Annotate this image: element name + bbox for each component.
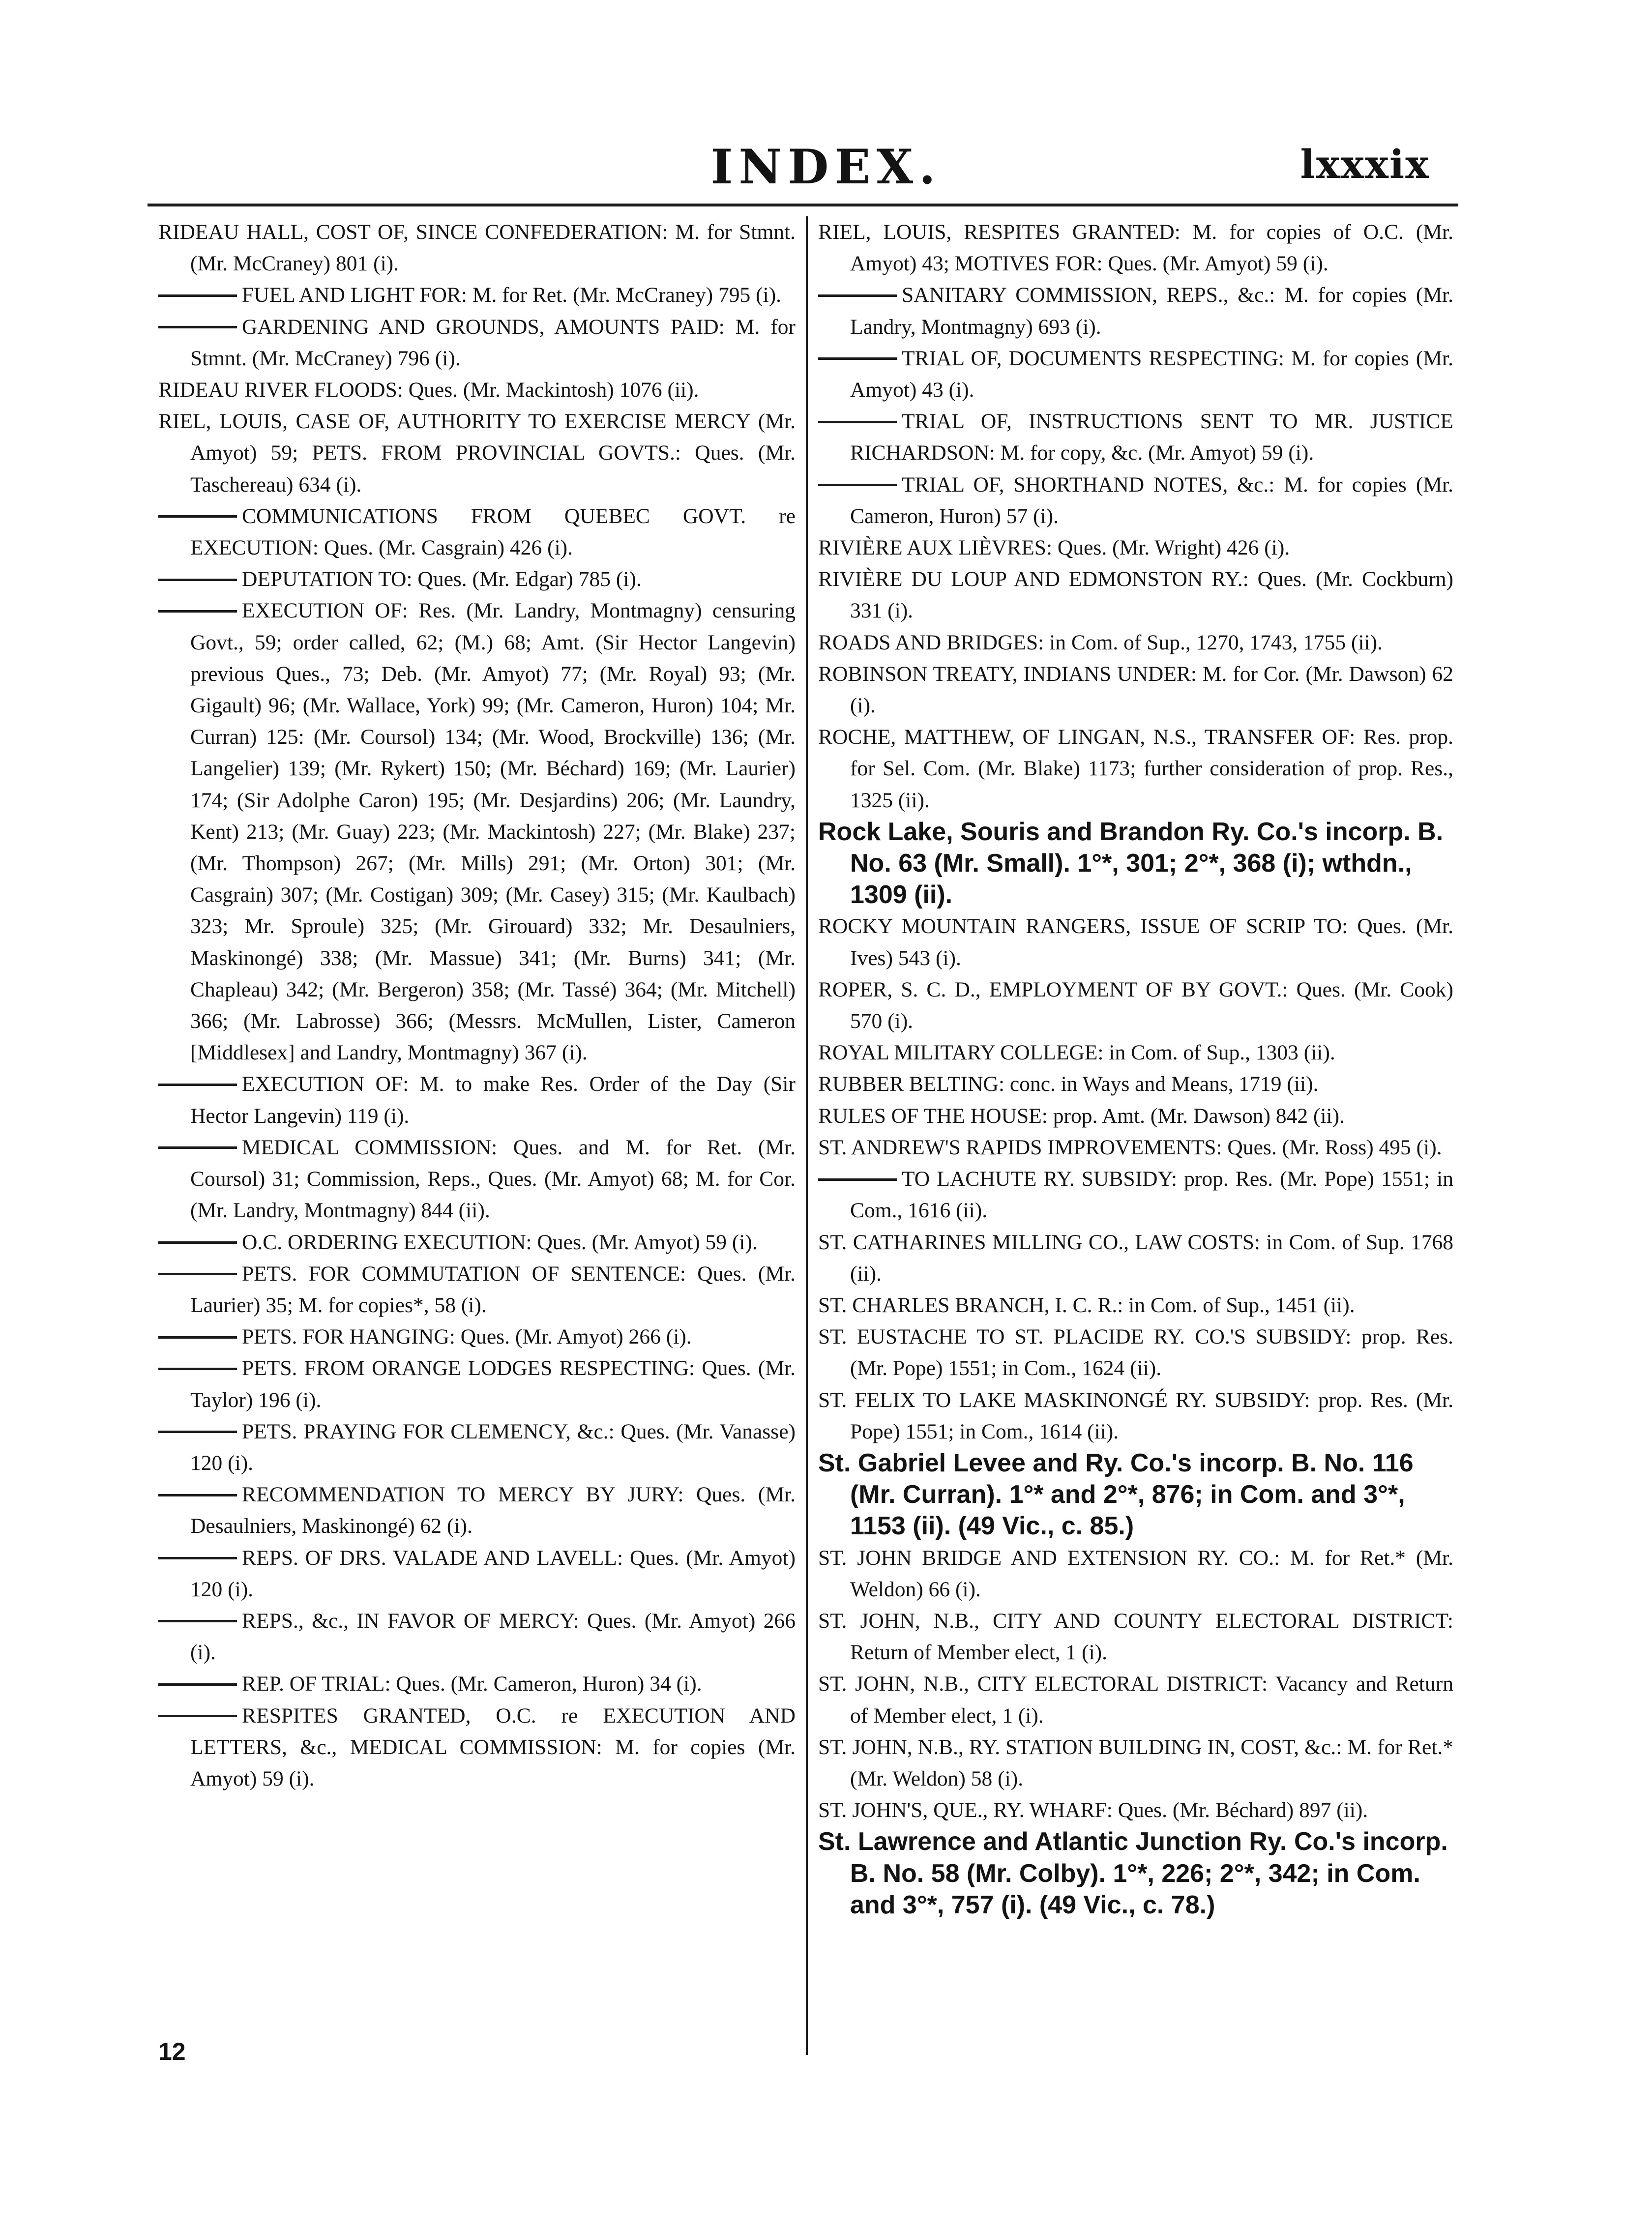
ditto-dash bbox=[158, 1146, 237, 1149]
entry-text: RIEL, LOUIS, RESPITES GRANTED: M. for copies of O.C. (Mr. Amyot) 43; MOTIVES FOR: Ques. (Mr. Amyot) 59 (i). bbox=[818, 220, 1453, 276]
entry-text: ST. FELIX TO LAKE MASKINONGÉ RY. SUBSIDY: prop. Res. (Mr. Pope) 1551; in Com., 1614 (ii). bbox=[818, 1388, 1453, 1443]
signature-mark: 12 bbox=[158, 2038, 186, 2065]
entry-text: PETS. PRAYING FOR CLEMENCY, &c.: Ques. (Mr. Vanasse) 120 (i). bbox=[190, 1419, 796, 1475]
index-entry bbox=[818, 1605, 1453, 1668]
ditto-dash bbox=[158, 294, 237, 297]
index-entry bbox=[158, 500, 796, 563]
entry-text: ST. CATHARINES MILLING CO., LAW COSTS: in Com. of Sup. 1768 (ii). bbox=[818, 1230, 1453, 1286]
entry-text: PETS. FOR COMMUTATION OF SENTENCE: Ques. (Mr. Laurier) 35; M. for copies*, 58 (i). bbox=[190, 1261, 796, 1317]
entry-text: TRIAL OF, DOCUMENTS RESPECTING: M. for copies (Mr. Amyot) 43 (i). bbox=[850, 346, 1453, 402]
ditto-dash bbox=[158, 1431, 237, 1433]
index-entry bbox=[818, 1163, 1453, 1226]
index-entry bbox=[158, 1668, 796, 1700]
entry-text: ROCHE, MATTHEW, OF LINGAN, N.S., TRANSFER OF: Res. prop. for Sel. Com. (Mr. Blake) 1173; further consideration of prop. Res., 1325 (ii). bbox=[818, 725, 1453, 812]
ditto-dash bbox=[158, 1620, 237, 1622]
ditto-dash bbox=[158, 1368, 237, 1370]
ditto-dash bbox=[158, 515, 237, 518]
entry-text: ST. JOHN, N.B., CITY ELECTORAL DISTRICT: Vacancy and Return of Member elect, 1 (i). bbox=[818, 1672, 1453, 1728]
index-entry bbox=[158, 1258, 796, 1321]
index-entry bbox=[818, 1542, 1453, 1605]
page-number: lxxxix bbox=[1300, 141, 1430, 187]
entry-text: EXECUTION OF: M. to make Res. Order of the Day (Sir Hector Langevin) 119 (i). bbox=[190, 1072, 796, 1128]
index-entry bbox=[818, 279, 1453, 342]
left-column bbox=[158, 216, 796, 1794]
entry-text: O.C. ORDERING EXECUTION: Ques. (Mr. Amyot) 59 (i). bbox=[242, 1230, 758, 1254]
ditto-dash bbox=[158, 579, 237, 581]
entry-text: PETS. FROM ORANGE LODGES RESPECTING: Ques. (Mr. Taylor) 196 (i). bbox=[190, 1356, 796, 1412]
entry-text: SANITARY COMMISSION, REPS., &c.: M. for copies (Mr. Landry, Montmagny) 693 (i). bbox=[850, 283, 1453, 339]
entry-text: RIDEAU RIVER FLOODS: Ques. (Mr. Mackintosh) 1076 (ii). bbox=[158, 378, 699, 402]
index-entry bbox=[818, 469, 1453, 532]
ditto-dash bbox=[158, 1241, 237, 1244]
entry-text: TRIAL OF, INSTRUCTIONS SENT TO MR. JUSTICE RICHARDSON: M. for copy, &c. (Mr. Amyot) 59 (i). bbox=[850, 410, 1453, 465]
entry-text: RUBBER BELTING: conc. in Ways and Means, 1719 (ii). bbox=[818, 1072, 1319, 1096]
entry-text: TRIAL OF, SHORTHAND NOTES, &c.: M. for copies (Mr. Cameron, Huron) 57 (i). bbox=[850, 472, 1453, 528]
index-entry bbox=[158, 1068, 796, 1131]
entry-text: ROCKY MOUNTAIN RANGERS, ISSUE OF SCRIP TO: Ques. (Mr. Ives) 543 (i). bbox=[818, 914, 1453, 970]
entry-text: REPS., &c., IN FAVOR OF MERCY: Ques. (Mr. Amyot) 266 (i). bbox=[190, 1609, 796, 1665]
index-entry bbox=[818, 1668, 1453, 1731]
ditto-dash bbox=[158, 1336, 237, 1339]
index-entry bbox=[158, 595, 796, 1068]
entry-text: RIVIÈRE AUX LIÈVRES: Ques. (Mr. Wright) 426 (i). bbox=[818, 536, 1290, 560]
ditto-dash bbox=[158, 1557, 237, 1559]
index-entry bbox=[158, 563, 796, 595]
index-entry bbox=[158, 1227, 796, 1258]
entry-text: RIVIÈRE DU LOUP AND EDMONSTON RY.: Ques. (Mr. Cockburn) 331 (i). bbox=[818, 567, 1453, 623]
index-entry bbox=[818, 1447, 1453, 1542]
index-entry bbox=[818, 1384, 1453, 1447]
entry-text: ROPER, S. C. D., EMPLOYMENT OF BY GOVT.: Ques. (Mr. Cook) 570 (i). bbox=[818, 977, 1453, 1033]
entry-text: EXECUTION OF: Res. (Mr. Landry, Montmagny) censuring Govt., 59; order called, 62; (M.) 68; Amt. (Sir Hector Langevin) previous Ques., 73; Deb. (Mr. Amyot) 77; (Mr. Royal) 93; (Mr. Gigault) 96; (Mr. Wallace, York) 99; (Mr. Cameron, Huron) 104; Mr. Curran) 125: (Mr. Coursol) 134; (Mr. Wood, Brockville) 136; (Mr. Langelier) 139; (Mr. Rykert) 150; (Mr. Béchard) 169; (Mr. Laurier) 174; (Sir Adolphe Caron) 195; (Mr. Desjardins) 206; (Mr. Laundry, Kent) 213; (Mr. Guay) 223; (Mr. Mackintosh) 227; (Mr. Blake) 237; (Mr. Thompson) 267; (Mr. Mills) 291; (Mr. Orton) 301; (Mr. Casgrain) 307; (Mr. Costigan) 309; (Mr. Casey) 315; (Mr. Kaulbach) 323; Mr. Sproule) 325; (Mr. Girouard) 332; Mr. Desaulniers, Maskinongé) 338; (Mr. Massue) 341; (Mr. Burns) 341; (Mr. Chapleau) 342; (Mr. Bergeron) 358; (Mr. Tassé) 364; (Mr. Mitchell) 366; (Mr. Labrosse) 366; (Messrs. McMullen, Lister, Cameron [Middlesex] and Landry, Montmagny) 367 (i). bbox=[190, 599, 796, 1065]
index-entry bbox=[818, 1227, 1453, 1290]
index-entry bbox=[818, 1290, 1453, 1321]
entry-text: RIDEAU HALL, COST OF, SINCE CONFEDERATION: M. for Stmnt. (Mr. McCraney) 801 (i). bbox=[158, 220, 796, 276]
index-entry bbox=[818, 1794, 1453, 1826]
index-entry bbox=[818, 216, 1453, 279]
column-divider bbox=[806, 216, 808, 2055]
ditto-dash bbox=[158, 1715, 237, 1717]
entry-text: St. Gabriel Levee and Ry. Co.'s incorp. B. No. 116 (Mr. Curran). 1°* and 2°*, 876; in Com. and 3°*, 1153 (ii). (49 Vic., c. 85.) bbox=[818, 1448, 1414, 1541]
entry-text: ST. JOHN'S, QUE., RY. WHARF: Ques. (Mr. Béchard) 897 (ii). bbox=[818, 1798, 1368, 1822]
index-entry bbox=[818, 1321, 1453, 1384]
index-entry bbox=[818, 721, 1453, 816]
index-entry bbox=[158, 1605, 796, 1668]
page-title: INDEX. bbox=[710, 139, 942, 195]
entry-text: St. Lawrence and Atlantic Junction Ry. Co.'s incorp. B. No. 58 (Mr. Colby). 1°*, 226; 2°*, 342; in Com. and 3°*, 757 (i). (49 Vic., c. 78.) bbox=[818, 1827, 1448, 1919]
index-entry bbox=[158, 1416, 796, 1479]
entry-text: ST. JOHN, N.B., CITY AND COUNTY ELECTORAL DISTRICT: Return of Member elect, 1 (i). bbox=[818, 1609, 1453, 1665]
index-entry bbox=[818, 910, 1453, 973]
ditto-dash bbox=[818, 484, 897, 486]
index-entry bbox=[158, 1352, 796, 1415]
index-entry bbox=[818, 406, 1453, 469]
entry-text: TO LACHUTE RY. SUBSIDY: prop. Res. (Mr. Pope) 1551; in Com., 1616 (ii). bbox=[850, 1167, 1453, 1223]
index-entry bbox=[818, 974, 1453, 1037]
entry-text: FUEL AND LIGHT FOR: M. for Ret. (Mr. McCraney) 795 (i). bbox=[242, 283, 782, 307]
entry-text: ST. EUSTACHE TO ST. PLACIDE RY. CO.'S SUBSIDY: prop. Res. (Mr. Pope) 1551; in Com., 1624 (ii). bbox=[818, 1325, 1453, 1380]
entry-text: ST. JOHN, N.B., RY. STATION BUILDING IN, COST, &c.: M. for Ret.* (Mr. Weldon) 58 (i). bbox=[818, 1735, 1453, 1790]
index-entry bbox=[818, 1100, 1453, 1132]
entry-text: RULES OF THE HOUSE: prop. Amt. (Mr. Dawson) 842 (ii). bbox=[818, 1104, 1345, 1128]
index-entry bbox=[158, 216, 796, 279]
index-entry bbox=[818, 1068, 1453, 1100]
index-entry bbox=[818, 627, 1453, 658]
index-entry bbox=[158, 1479, 796, 1542]
ditto-dash bbox=[158, 1084, 237, 1086]
ditto-dash bbox=[818, 294, 897, 297]
entry-text: RESPITES GRANTED, O.C. re EXECUTION AND LETTERS, &c., MEDICAL COMMISSION: M. for copies (Mr. Amyot) 59 (i). bbox=[190, 1703, 796, 1790]
index-entry bbox=[818, 1037, 1453, 1068]
entry-text: GARDENING AND GROUNDS, AMOUNTS PAID: M. for Stmnt. (Mr. McCraney) 796 (i). bbox=[190, 315, 796, 370]
entry-text: ROBINSON TREATY, INDIANS UNDER: M. for Cor. (Mr. Dawson) 62 (i). bbox=[818, 662, 1453, 718]
index-entry bbox=[158, 374, 796, 406]
ditto-dash bbox=[818, 357, 897, 360]
right-column bbox=[818, 216, 1453, 1921]
entry-text: PETS. FOR HANGING: Ques. (Mr. Amyot) 266 (i). bbox=[242, 1325, 692, 1349]
entry-text: RIEL, LOUIS, CASE OF, AUTHORITY TO EXERCISE MERCY (Mr. Amyot) 59; PETS. FROM PROVINCIAL GOVTS.: Ques. (Mr. Taschereau) 634 (i). bbox=[158, 410, 796, 497]
index-entry bbox=[158, 1542, 796, 1605]
entry-text: Rock Lake, Souris and Brandon Ry. Co.'s incorp. B. No. 63 (Mr. Small). 1°*, 301; 2°*, 368 (i); wthdn., 1309 (ii). bbox=[818, 817, 1444, 909]
entry-text: ROYAL MILITARY COLLEGE: in Com. of Sup., 1303 (ii). bbox=[818, 1041, 1335, 1065]
ditto-dash bbox=[158, 610, 237, 613]
index-entry bbox=[158, 279, 796, 311]
ditto-dash bbox=[818, 1178, 897, 1181]
index-entry bbox=[818, 658, 1453, 721]
index-entry bbox=[158, 311, 796, 374]
entry-text: REPS. OF DRS. VALADE AND LAVELL: Ques. (Mr. Amyot) 120 (i). bbox=[190, 1546, 796, 1601]
entry-text: MEDICAL COMMISSION: Ques. and M. for Ret. (Mr. Coursol) 31; Commission, Reps., Ques. (Mr. Amyot) 68; M. for Cor. (Mr. Landry, Montmagny) 844 (ii). bbox=[190, 1135, 796, 1223]
ditto-dash bbox=[158, 1494, 237, 1496]
entry-text: ST. CHARLES BRANCH, I. C. R.: in Com. of Sup., 1451 (ii). bbox=[818, 1293, 1355, 1317]
ditto-dash bbox=[818, 421, 897, 423]
index-entry bbox=[818, 1731, 1453, 1794]
index-entry bbox=[818, 532, 1453, 563]
entry-text: RECOMMENDATION TO MERCY BY JURY: Ques. (Mr. Desaulniers, Maskinongé) 62 (i). bbox=[190, 1483, 796, 1538]
entry-text: DEPUTATION TO: Ques. (Mr. Edgar) 785 (i). bbox=[242, 567, 642, 591]
index-entry bbox=[158, 406, 796, 500]
entry-text: ROADS AND BRIDGES: in Com. of Sup., 1270, 1743, 1755 (ii). bbox=[818, 630, 1383, 654]
ditto-dash bbox=[158, 1273, 237, 1275]
index-entry bbox=[818, 563, 1453, 626]
entry-text: ST. ANDREW'S RAPIDS IMPROVEMENTS: Ques. (Mr. Ross) 495 (i). bbox=[818, 1135, 1442, 1159]
index-entry bbox=[158, 1321, 796, 1352]
index-entry bbox=[818, 343, 1453, 406]
index-entry bbox=[818, 816, 1453, 911]
index-entry bbox=[818, 1132, 1453, 1163]
index-entry bbox=[818, 1826, 1453, 1921]
ditto-dash bbox=[158, 326, 237, 328]
entry-text: ST. JOHN BRIDGE AND EXTENSION RY. CO.: M. for Ret.* (Mr. Weldon) 66 (i). bbox=[818, 1546, 1453, 1601]
header-rule bbox=[148, 204, 1458, 206]
ditto-dash bbox=[158, 1683, 237, 1686]
entry-text: REP. OF TRIAL: Ques. (Mr. Cameron, Huron) 34 (i). bbox=[242, 1672, 702, 1696]
entry-text: COMMUNICATIONS FROM QUEBEC GOVT. re EXECUTION: Ques. (Mr. Casgrain) 426 (i). bbox=[190, 504, 796, 560]
index-entry bbox=[158, 1700, 796, 1795]
index-entry bbox=[158, 1132, 796, 1227]
